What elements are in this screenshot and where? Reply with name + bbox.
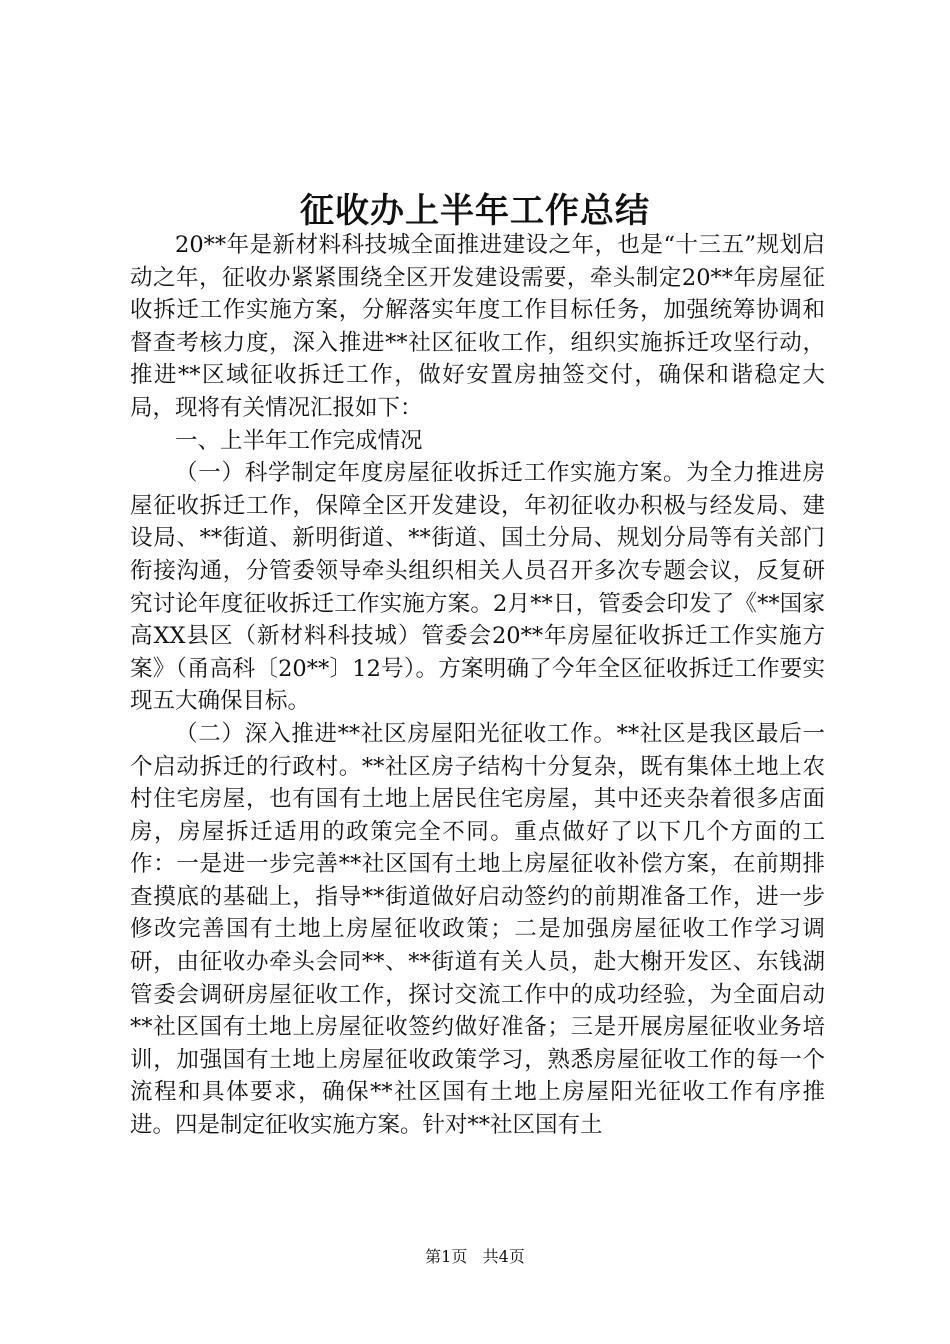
paragraph-item-1: （一）科学制定年度房屋征收拆迁工作实施方案。为全力推进房屋征收拆迁工作，保障全区开发建设，年初征收办积极与经发局、建设局、**街道、新明街道、**街道、国土分局、规划分局等有关部门衔接沟通，分管委领导牵头组织相关人员召开多次专题会议，反复研究讨论年度征收拆迁工作实施方案。2月**日，管委会印发了《**国家高XX县区（新材料科技城）管委会20**年房屋征收拆迁工作实施方案》（甬高科〔20**〕12号）。方案明确了今年全区征收拆迁工作要实现五大确保目标。 <box>130 460 825 715</box>
page-total: 共4页 <box>482 1247 525 1266</box>
document-body <box>130 229 825 1142</box>
paragraph-item-2: （二）深入推进**社区房屋阳光征收工作。**社区是我区最后一个启动拆迁的行政村。**社区房子结构十分复杂，既有集体土地上农村住宅房屋，也有国有土地上居民住宅房屋，其中还夹杂着很多店面房，房屋拆迁适用的政策完全不同。重点做好了以下几个方面的工作：一是进一步完善**社区国有土地上房屋征收补偿方案，在前期排查摸底的基础上，指导**街道做好启动签约的前期准备工作，进一步修改完善国有土地上房屋征收政策；二是加强房屋征收工作学习调研，由征收办牵头会同**、**街道有关人员，赴大榭开发区、东钱湖管委会调研房屋征收工作，探讨交流工作中的成功经验，为全面启动**社区国有土地上房屋征收签约做好准备；三是开展房屋征收业务培训，加强国有土地上房屋征收政策学习，熟悉房屋征收工作的每一个流程和具体要求，确保**社区国有土地上房屋阳光征收工作有序推进。四是制定征收实施方案。针对**社区国有土 <box>130 720 825 1139</box>
intro-paragraph: 20**年是新材料科技城全面推进建设之年，也是“十三五”规划启动之年，征收办紧紧围绕全区开发建设需要，牵头制定20**年房屋征收拆迁工作实施方案，分解落实年度工作目标任务，加强统筹协调和督查考核力度，深入推进**社区征收工作，组织实施拆迁攻坚行动，推进**区域征收拆迁工作，做好安置房抽签交付，确保和谐稳定大局，现将有关情况汇报如下： <box>130 232 825 421</box>
section-heading: 一、上半年工作完成情况 <box>175 427 423 454</box>
page-footer <box>0 1244 950 1267</box>
page-number: 第1页 <box>425 1247 468 1266</box>
document-title: 征收办上半年工作总结 <box>300 191 650 231</box>
footer-spacer <box>472 1247 477 1266</box>
